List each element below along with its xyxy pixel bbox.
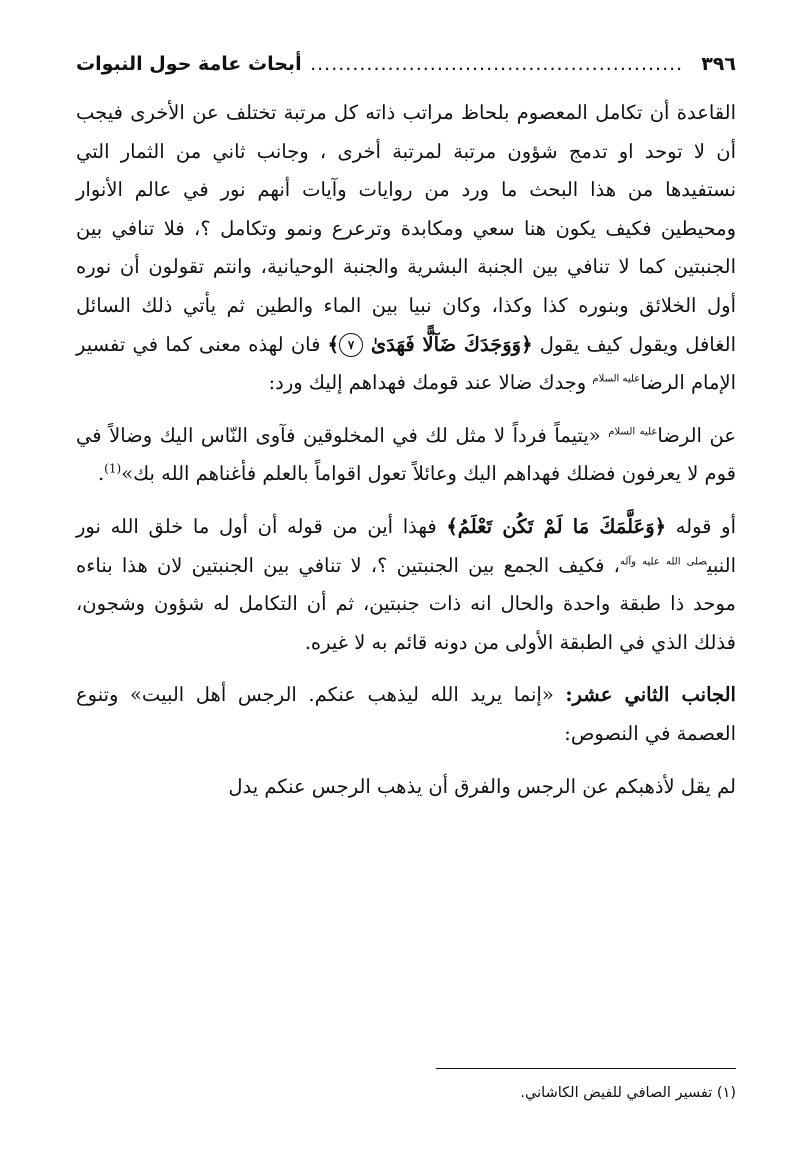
paragraph-text: فان لهذه معنى كما في تفسير الإمام الرضا [76,332,736,395]
paragraph-2: عن الرضا$^{عليه السلام}$ «يتيماً فرداً لا مثل لك في المخلوقين فآوى النّاس اليك وضالاً في قوم لا يعرفون فضلك فهداهم اليك وعائلاً تعول اقواماً بالعلم فأغناهم الله بك»$^{(1)}$. [76,423,736,486]
page-number: ٣٩٦ [701,53,736,75]
paragraph-text: ، فكيف الجمع بين الجنبتين ؟، لا تنافي بين الجنبتين لان هذا بناءه موحد ذا طبقة واحدة والحال انه ذات جنبتين، ثم أن التكامل له شؤون وشجون، فذلك الذي في الطبقة الأولى من دونه قائم به لا غيره. [76,553,736,654]
footnote-reference[interactable]: (1) [104,461,122,476]
paragraph-text: «إنما يريد الله ليذهب عنكم. الرجس أهل البيت» وتنوع العصمة في النصوص: [76,683,736,745]
footnote-number: (١) [716,1085,736,1101]
paragraph-text: أو قوله [675,514,736,538]
quran-verse: ﴿وَوَجَدَكَ ضَآلًّا فَهَدَىٰ ٧﴾ [327,332,533,356]
section-heading: الجانب الثاني عشر: [565,683,736,707]
page-header [76,44,736,84]
honorific-mark: عليه السلام [592,373,641,385]
header-leader-dots [310,53,684,75]
footnote [76,1080,736,1106]
paragraph-5 [76,768,736,807]
running-title: أبحاث عامة حول النبوات [76,53,302,75]
quran-verse: ﴿وَعَلَّمَكَ مَا لَمْ تَكُن تَعْلَمُ﴾ [446,514,667,538]
paragraph-text: وجدك ضالا عند قومك فهداهم إليك ورد: [268,371,587,395]
hadith-quote: «يتيماً فرداً لا مثل لك في المخلوقين فآوى النّاس اليك وضالاً في قوم لا يعرفون فضلك فهداهم اليك وعائلاً تعول اقواماً بالعلم فأغناهم الله بك» [76,423,736,486]
paragraph-1 [76,94,736,403]
footnote-divider [436,1068,736,1069]
honorific-mark: صلى الله عليه وآله [619,556,707,568]
paragraph-text: فهذا أين من قوله أن أول ما خلق الله نور النبي [76,514,736,577]
footnote-text: تفسير الصافي للفيض الكاشاني. [520,1085,713,1101]
honorific-mark: عليه السلام [608,426,658,438]
body-text [76,94,736,806]
paragraph-text: عن الرضا [657,423,736,447]
verse-number-badge: ٧ [339,333,363,357]
paragraph-text: لم يقل لأذهبكم عن الرجس والفرق أن يذهب الرجس عنكم يدل [228,774,736,798]
paragraph-4 [76,676,736,753]
paragraph-3 [76,508,736,662]
paragraph-text: القاعدة أن تكامل المعصوم بلحاظ مراتب ذاته كل مرتبة تختلف عن الأخرى فيجب أن لا توحد او تدمج شؤون مرتبة لمرتبة أخرى ، وجانب ثاني من الثمار التي نستفيدها من هذا البحث ما ورد من روايات وآيات أنهم نور في عالم الأنوار ومحيطين فكيف يكون هنا سعي ومكابدة وترعرع ونمو وتكامل ؟، فلا تنافي بين الجنبتين كما لا تنافي بين الجنبة البشرية والجنبة الوحيانية، وانتم تقولون أن نوره أول الخلائق وبنوره كذا وكذا، وكان نبيا بين الماء والطين ثم يأتي ذلك السائل الغافل ويقول كيف يقول [76,101,737,356]
